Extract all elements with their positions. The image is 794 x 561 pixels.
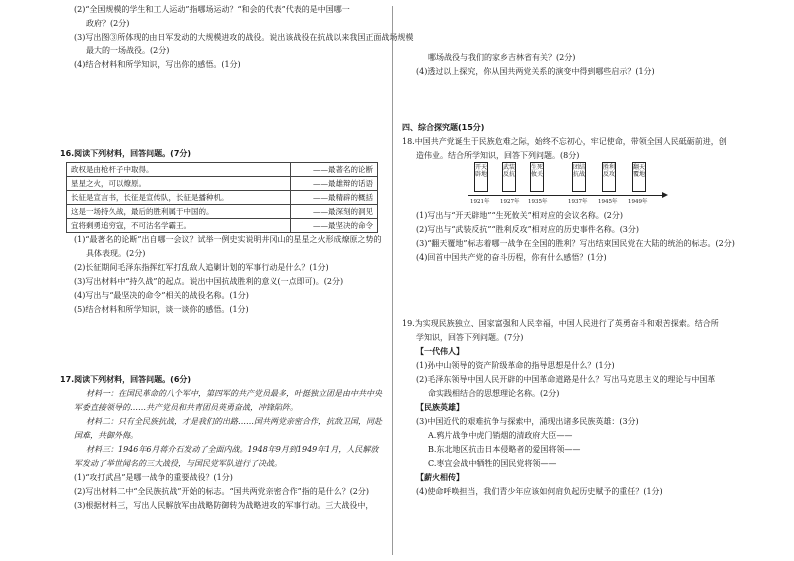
- q19-part3-b: B.东北地区抗击日本侵略者的爱国将领——: [428, 445, 581, 454]
- q18-stem: 18.中国共产党诞生于民族危难之际，始终不忘初心，牢记使命，带领全国人民砥砺前进，创: [402, 137, 727, 146]
- table-row: [67, 219, 378, 233]
- timeline-arrow-icon: [662, 192, 668, 198]
- timeline-box: 武装反抗: [502, 162, 516, 192]
- q15-part3: (3)写出图③所体现的由日军发动的大规模进攻的战役。说出该战役在抗战以来我国正面战场规模: [74, 33, 414, 42]
- q16-part1: (1)“最著名的论断”出自哪一会议？试举一例史实说明井冈山的星星之火形成燎原之势的: [74, 235, 382, 244]
- q17-material2-cont: 国难，共御外侮。: [74, 431, 138, 440]
- q16-title: 16.阅读下列材料，回答问题。(7分): [60, 149, 192, 158]
- timeline-year: 1921年: [470, 199, 490, 205]
- q17-part4: (4)透过以上探究，你从国共两党关系的演变中得到哪些启示？(1分): [416, 67, 655, 76]
- quote-source: ——最精辟的概括: [291, 191, 378, 205]
- q15-part3-cont: 最大的一场战役。(2分): [86, 46, 170, 55]
- timeline-year: 1927年: [500, 199, 520, 205]
- q16-part4: (4)写出与“最坚决的命令”相关的战役名称。(1分): [74, 291, 249, 300]
- q17-part3-cont: 哪场战役与我们的家乡吉林省有关？(2分): [428, 53, 576, 62]
- timeline-box: 开天辟地: [474, 162, 488, 192]
- q17-material3: 材料三：1946年6月蒋介石发动了全面内战。1948年9月到1949年1月，人民解放: [86, 445, 379, 454]
- quote-text: 这是一场持久战，最后的胜利属于中国的。: [67, 205, 291, 219]
- timeline-box: 生死攸关: [530, 162, 544, 192]
- q18-part4: (4)回首中国共产党的奋斗历程，你有什么感悟？(1分): [416, 253, 607, 262]
- quote-text: 政权是由枪杆子中取得。: [67, 163, 291, 177]
- q17-material3-cont: 军发动了举世闻名的三大战役，与国民党军队进行了决战。: [74, 459, 282, 468]
- timeline-year: 1935年: [528, 199, 548, 205]
- q19-section-heroes: 【民族英雄】: [416, 403, 464, 412]
- q17-material1-cont: 军委直接领导的……共产党员和共青团员英勇奋战，冲锋陷阵。: [74, 403, 298, 412]
- quote-text: 星星之火，可以燎原。: [67, 177, 291, 191]
- timeline-year: 1945年: [598, 199, 618, 205]
- q19-section-leader: 【一代伟人】: [416, 347, 464, 356]
- q19-part2: (2)毛泽东领导中国人民开辟的中国革命道路是什么？写出马克思主义的理论与中国革: [416, 375, 716, 384]
- q18-part1: (1)写出与“开天辟地”“生死攸关”相对应的会议名称。(2分): [416, 211, 624, 220]
- q17-title: 17.阅读下列材料，回答问题。(6分): [60, 375, 192, 384]
- q15-part4: (4)结合材料和所学知识，写出你的感悟。(1分): [74, 60, 241, 69]
- quote-source: ——最坚决的命令: [291, 219, 378, 233]
- q19-part3-a: A.鸦片战争中虎门销烟的清政府大臣——: [428, 431, 573, 440]
- q19-stem-cont: 学知识，回答下列问题。(7分): [416, 333, 524, 342]
- timeline-box: 团结抗战: [572, 162, 586, 192]
- q16-part1-cont: 具体表现。(2分): [86, 249, 146, 258]
- table-row: [67, 191, 378, 205]
- quote-text: 长征是宣言书，长征是宣传队，长征是播种机。: [67, 191, 291, 205]
- q15-part2-cont: 政府？(2分): [86, 19, 130, 28]
- table-row: [67, 163, 378, 177]
- q19-part1: (1)孙中山领导的资产阶级革命的指导思想是什么？(1分): [416, 361, 615, 370]
- quote-source: ——最著名的论断: [291, 163, 378, 177]
- q16-part3: (3)写出材料中“持久战”的起点。说出中国抗战胜利的意义(一点即可)。(2分): [74, 277, 344, 286]
- q19-part3-c: C.枣宜会战中牺牲的国民党将领——: [428, 459, 557, 468]
- section-four-title: 四、综合探究题(15分): [402, 123, 485, 132]
- q19-part4: (4)使命呼唤担当，我们青少年应该如何肩负起历史赋予的重任？(1分): [416, 487, 663, 496]
- timeline-year: 1949年: [628, 199, 648, 205]
- q18-stem-cont: 造伟业。结合所学知识，回答下列问题。(8分): [416, 151, 580, 160]
- quote-source: ——最深刻的洞见: [291, 205, 378, 219]
- q19-part3: (3)中国近代的艰难抗争与探索中，涌现出诸多民族英雄：(3分): [416, 417, 639, 426]
- q18-timeline: [468, 162, 678, 210]
- q17-part2: (2)写出材料二中“全民族抗战”开始的标志。“国共两党亲密合作”指的是什么？(2分): [74, 487, 370, 496]
- q17-material1: 材料一：在国民革命的八个军中，第四军的共产党员最多，叶挺独立团是由中共中央: [86, 389, 382, 398]
- timeline-box: 翻天覆地: [632, 162, 646, 192]
- q17-part3: (3)根据材料三，写出人民解放军由战略防御转为战略进攻的军事行动。三大战役中，: [74, 501, 374, 510]
- q17-part1: (1)“攻打武昌”是哪一战争的重要战役？(1分): [74, 473, 233, 482]
- table-row: [67, 177, 378, 191]
- column-divider: [392, 6, 393, 555]
- q19-section-legacy: 【薪火相传】: [416, 473, 464, 482]
- timeline-axis: [468, 195, 664, 196]
- q17-material2: 材料二：只有全民族抗战，才是我们的出路……国共两党亲密合作，抗敌卫国，同赴: [86, 417, 382, 426]
- q15-part2: (2)“全国规模的学生和工人运动”指哪场运动？“和会的代表”代表的是中国哪一: [74, 5, 350, 14]
- q16-part5: (5)结合材料和所学知识，谈一谈你的感悟。(1分): [74, 305, 249, 314]
- timeline-year: 1937年: [568, 199, 588, 205]
- q16-part2: (2)长征期间毛泽东指挥红军打乱敌人追剿计划的军事行动是什么？(1分): [74, 263, 329, 272]
- timeline-box: 胜利反攻: [602, 162, 616, 192]
- q18-part3: (3)“翻天覆地”标志着哪一战争在全国的胜利？写出结束国民党在大陆的统治的标志。(2分): [416, 239, 735, 248]
- q18-part2: (2)写出与“武装反抗”“胜利反攻”相对应的历史事件名称。(3分): [416, 225, 640, 234]
- table-row: [67, 205, 378, 219]
- q19-part2-cont: 命实践相结合的思想理论名称。(2分): [428, 389, 560, 398]
- quote-text: 宜将剩勇追穷寇，不可沽名学霸王。: [67, 219, 291, 233]
- q19-stem: 19.为实现民族独立、国家富强和人民幸福，中国人民进行了英勇奋斗和艰苦探索。结合所: [402, 319, 719, 328]
- q16-quote-table: [66, 162, 378, 233]
- quote-source: ——最雄辩的话语: [291, 177, 378, 191]
